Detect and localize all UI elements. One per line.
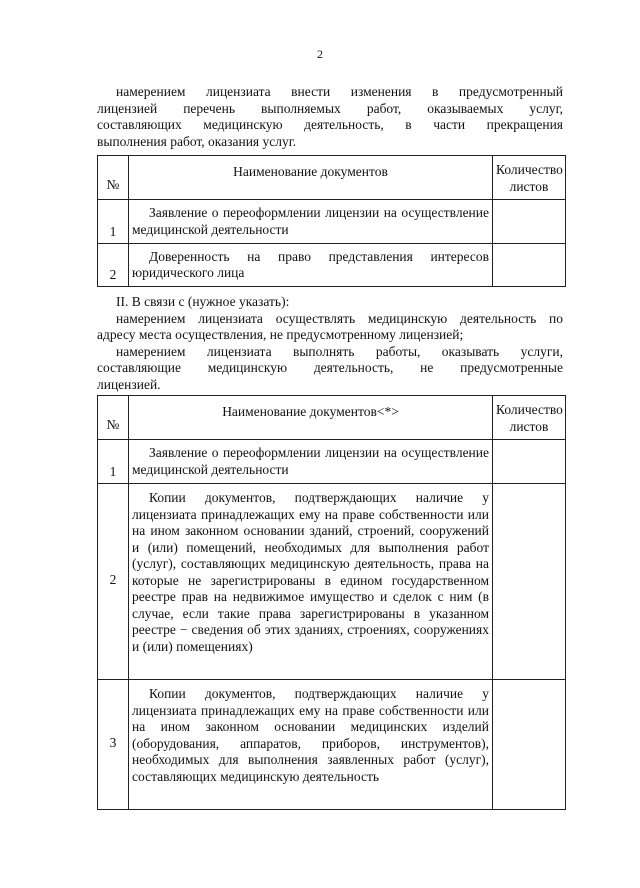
row-number: 1 [98,200,129,244]
page-number: 2 [317,47,323,61]
row-sheet-count [493,680,566,810]
col-header-name: Наименование документов<*> [129,396,493,440]
section-2-item-line: намерением лицензиата осуществлять медицинскую деятельность по [116,310,563,326]
col-header-quantity: Количество листов [493,396,566,440]
section-2-item-line: лицензией. [97,376,161,392]
table-row [98,200,566,244]
row-document-name: Копии документов, подтверждающих наличие у лицензиата принадлежащих ему на праве собственности или на ином законном основании медицинских изделий (оборудования, аппаратов, приборов, инструментов), необходимых для выполнения заявленных работ (услуг), составляющих медицинскую деятельность [129,680,493,810]
table-row [98,244,566,287]
documents-table-1 [97,155,566,287]
row-document-name: Копии документов, подтверждающих наличие у лицензиата принадлежащих ему на праве собственности или на ином законном основании зданий, строений, сооружений и (или) помещений, необходимых для выполнения работ (услуг), составляющих медицинскую деятельность, права на которые не зарегистрированы в едином государственном реестре прав на недвижимое имущество и сделок с ним (в случае, если такие права зарегистрированы в указанном реестре − сведения об этих зданиях, строениях, сооружениях и (или) помещениях) [129,484,493,680]
row-sheet-count [493,244,566,287]
section-2-item-line: адресу места осуществления, не предусмотренному лицензией; [97,327,464,342]
section-2-text [97,294,563,393]
row-document-name: Заявление о переоформлении лицензии на осуществление медицинской деятельности [129,440,493,484]
row-document-name: Доверенность на право представления интересов юридического лица [129,244,493,287]
col-header-number: № [98,156,129,200]
intro-paragraph [97,84,563,150]
col-header-quantity: Количество листов [493,156,566,200]
row-sheet-count [493,440,566,484]
section-2-item-line: составляющие медицинскую деятельность, не предусмотренные [97,360,563,375]
section-2-heading: II. В связи с (нужное указать): [116,294,290,309]
table-header-row [98,396,566,440]
intro-line: составляющих медицинскую деятельность, в части прекращения [97,117,563,132]
table-row [98,484,566,680]
table-row [98,440,566,484]
col-header-number: № [98,396,129,440]
row-number: 2 [98,244,129,287]
row-sheet-count [493,200,566,244]
intro-line: намерением лицензиата внести изменения в предусмотренный [116,84,563,99]
table-header-row [98,156,566,200]
row-document-name: Заявление о переоформлении лицензии на осуществление медицинской деятельности [129,200,493,244]
documents-table-2 [97,395,566,810]
table-row [98,680,566,810]
row-number: 1 [98,440,129,484]
row-number: 2 [98,484,129,680]
section-2-item-line: намерением лицензиата выполнять работы, оказывать услуги, [116,343,563,359]
col-header-name: Наименование документов [129,156,493,200]
intro-line: выполнения работ, оказания услуг. [97,133,297,149]
row-number: 3 [98,680,129,810]
intro-line: лицензией перечень выполняемых работ, оказываемых услуг, [97,100,563,116]
row-sheet-count [493,484,566,680]
